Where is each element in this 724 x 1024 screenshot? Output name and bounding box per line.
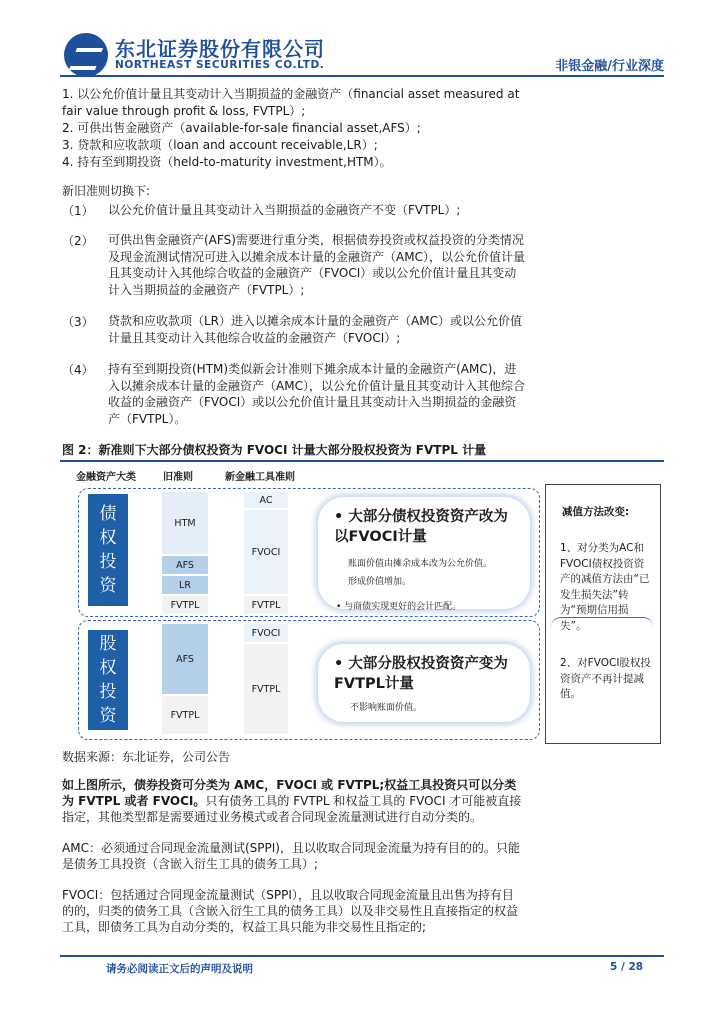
debt-note-sub1: 账面价值由摊余成本改为公允价值。 (348, 559, 493, 569)
fvoci-paragraph: FVOCI：包括通过合同现金流量测试（SPPI），且以收取合同现金流量且出售为持有目的的，归类的债务工具（含嵌入衍生工具的债务工具）以及非交易性且直接指定的权益工具，即债务工具为自动分类的，权益工具只能为非交易性且指定的; (62, 888, 519, 934)
summary-paragraph (62, 777, 526, 825)
new-equity-fvtpl: FVTPL (244, 644, 288, 734)
old-debt-fvtpl: FVTPL (162, 596, 208, 614)
switch-item-4-num: （4） (62, 363, 94, 377)
old-debt-afs: AFS (162, 556, 208, 574)
footer-disclaimer: 请务必阅读正文后的声明及说明 (106, 963, 253, 975)
equity-note-main: • 大部分股权投资资产变为FVTPL计量 (334, 656, 508, 692)
new-equity-fvoci: FVOCI (244, 624, 288, 642)
summary-rest: 只有债务工具的 FVTPL 和权益工具的 FVOCI 才可能被直接指定，其他类型都是需要通过业务模式或者合同现金流量测试进行自动分类的。 (62, 794, 522, 824)
page-number: 5 / 28 (610, 961, 644, 973)
equity-category-box (88, 630, 128, 730)
debt-category-label: 债权投资 (99, 504, 117, 596)
debt-note-sub3-text: 与商债实现更好的会计匹配。 (344, 602, 462, 612)
old-debt-htm: HTM (162, 492, 208, 554)
old-equity-afs: AFS (162, 624, 208, 694)
impairment-item-1: 1、对分类为AC和FVOCI债权投资资产的减值方法由“已发生损失法”转为“预期信用损失”。 (560, 542, 650, 632)
figure-title: 图 2：新准则下大部分债权投资为 FVOCI 计量大部分股权投资为 FVTPL 计量 (62, 443, 487, 457)
company-name-cn: 东北证券股份有限公司 (115, 37, 325, 61)
switch-item-3-text: 贷款和应收款项（LR）进入以摊余成本计量的金融资产（AMC）或以公允价值计量且其变动计入其他综合收益的金融资产（FVOCI）; (108, 314, 522, 345)
equity-note-sub1: 不影响账面价值。 (350, 703, 423, 713)
amc-paragraph: AMC：必须通过合同现金流量测试(SPPI)，且以收取合同现金流量为持有目的的。只能是债务工具投资（含嵌入衍生工具的债务工具）; (62, 841, 520, 871)
switch-item-1-num: （1） (62, 204, 94, 218)
figure-source: 数据来源：东北证券，公司公告 (62, 750, 231, 764)
switch-item-2-num: （2） (62, 234, 94, 248)
intro-item-2: 2. 可供出售金融资产（available-for-sale financial asset,AFS）; (62, 121, 421, 135)
company-logo-icon (64, 33, 108, 77)
new-debt-ac: AC (244, 492, 288, 508)
new-debt-fvoci: FVOCI (244, 510, 288, 594)
debt-note-main: • 大部分债权投资资产改为以FVOCI计量 (334, 509, 508, 545)
summary-bold: 如上图所示，债券投资可分类为 AMC，FVOCI 或 FVTPL;权益工具投资只可以分类为 FVTPL 或者 FVOCI。 (62, 778, 517, 808)
switch-item-4-text: 持有至到期投资(HTM)类似新会计准则下摊余成本计量的金融资产(AMC)，进入以摊余成本计量的金融资产（AMC），以公允价值计量且其变动计入其他综合收益的金融资产（FVOCI）或以公允价值计量且其变动计入当期损益的金融资产（FVTPL）。 (108, 362, 525, 426)
col-header-category: 金融资产大类 (76, 472, 136, 483)
report-type: 非银金融/行业深度 (555, 59, 664, 74)
switch-item-1-text: 以公允价值计量且其变动计入当期损益的金融资产不变（FVTPL）; (108, 203, 461, 217)
header-divider (60, 75, 664, 77)
footer-divider (60, 955, 664, 957)
col-header-new: 新金融工具准则 (225, 472, 295, 483)
impairment-divider (551, 617, 653, 630)
debt-category-box (88, 494, 128, 606)
intro-item-1: 1. 以公允价值计量且其变动计入当期损益的金融资产（financial asset measured at (62, 87, 520, 101)
equity-category-label: 股权投资 (99, 634, 117, 726)
col-header-old: 旧准则 (163, 472, 193, 483)
equity-note-main-text: 大部分股权投资资产变为FVTPL计量 (334, 656, 508, 692)
debt-note-sub3: • 与商债实现更好的会计匹配。 (336, 602, 462, 612)
debt-note-sub2: 形成价值增加。 (348, 577, 412, 587)
switch-title: 新旧准则切换下: (62, 184, 151, 198)
impairment-item-2: 2、对FVOCI股权投资资产不再计提减值。 (560, 657, 651, 700)
switch-item-2-text: 可供出售金融资产(AFS)需要进行重分类，根据债券投资或权益投资的分类情况及现金流测试情况可进入以摊余成本计量的金融资产（AMC），以公允价值计量且其变动计入其他综合收益的金融资产（FVOCI）或以公允价值计量且其变动计入当期损益的金融资产（FVTPL）; (108, 233, 525, 297)
switch-item-3-num: （3） (62, 315, 94, 329)
new-debt-fvtpl: FVTPL (244, 596, 288, 614)
company-name-en: NORTHEAST SECURITIES CO.LTD. (115, 59, 325, 71)
old-equity-fvtpl: FVTPL (162, 696, 208, 734)
old-debt-lr: LR (162, 576, 208, 594)
intro-item-3: 3. 贷款和应收款项（loan and account receivable,LR）; (62, 138, 378, 152)
debt-note-main-text: 大部分债权投资资产改为以FVOCI计量 (334, 509, 508, 545)
figure-divider (60, 460, 664, 462)
impairment-title: 减值方法改变: (562, 506, 630, 518)
intro-item-1-cont: fair value through profit & loss, FVTPL）; (62, 104, 306, 118)
intro-item-4: 4. 持有至到期投资（held-to-maturity investment,HTM）。 (62, 155, 392, 169)
